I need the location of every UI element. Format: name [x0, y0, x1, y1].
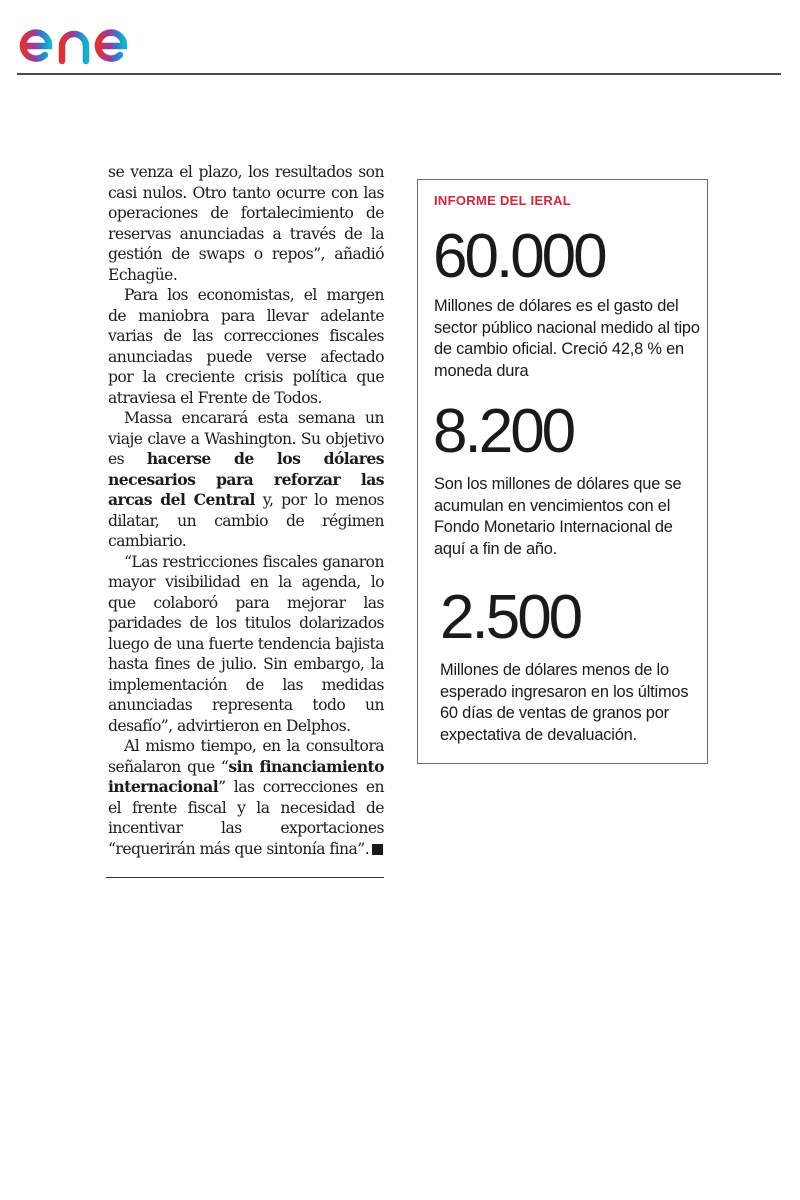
stat-description: Son los millones de dólares que se acumulan en vencimientos con el Fondo Monetario Internacional de aquí a fin de año. [434, 475, 682, 558]
stat-number: 60.000 [433, 222, 605, 291]
article-paragraph: se venza el plazo, los resultados son casi nulos. Otro tanto ocurre con las operaciones de fortalecimiento de reservas anunciadas a través de la gestión de swaps o repos”, añadió Echagüe. [108, 163, 384, 284]
article-paragraph: “Las restricciones fiscales ganaron mayor visibilidad en la agenda, lo que colaboró para mejorar las paridades de los titulos dolarizados luego de una fuerte tendencia bajista hasta fines de julio. Sin embargo, la implementación de las medidas anunciadas representa todo un desafío”, advirtieron en Delphos. [108, 552, 384, 735]
article-paragraph: Massa encarará esta semana un viaje clave a Washington. Su objetivo es hacerse de los dólares necesarios para reforzar las arcas del Central y, por lo menos dilatar, un cambio de régimen cambiario. [108, 409, 384, 550]
highlighted-text: sin financiamiento internacional [108, 756, 384, 796]
article-column [108, 162, 384, 859]
stat-number: 8.200 [433, 397, 574, 466]
stat-description: Millones de dólares menos de lo esperado ingresaron en los últimos 60 días de ventas de granos por expectativa de devaluación. [440, 661, 689, 744]
stat-description: Millones de dólares es el gasto del sector público nacional medido al tipo de cambio oficial. Creció 42,8 % en moneda dura [434, 297, 700, 380]
info-box [417, 179, 708, 764]
stat-number: 2.500 [440, 583, 581, 652]
article-paragraph: Al mismo tiempo, en la consultora señalaron que “sin financiamiento internacional” las correcciones en el frente fiscal y la necesidad de incentivar las exportaciones “requerirán más que sintonía fina”. [108, 737, 384, 858]
enel-logo [17, 4, 172, 68]
header-divider [17, 73, 781, 75]
page-header [0, 0, 800, 76]
highlighted-text: hacerse de los dólares necesarios para reforzar las arcas del Central [108, 449, 384, 509]
end-of-article-mark [372, 844, 383, 855]
article-end-rule [106, 877, 384, 878]
article-paragraph: Para los economistas, el margen de maniobra para llevar adelante varias de las correcciones fiscales anunciadas puede verse afectado por la creciente crisis política que atraviesa el Frente de Todos. [108, 286, 384, 407]
info-box-kicker: INFORME DEL IERAL [434, 193, 572, 208]
